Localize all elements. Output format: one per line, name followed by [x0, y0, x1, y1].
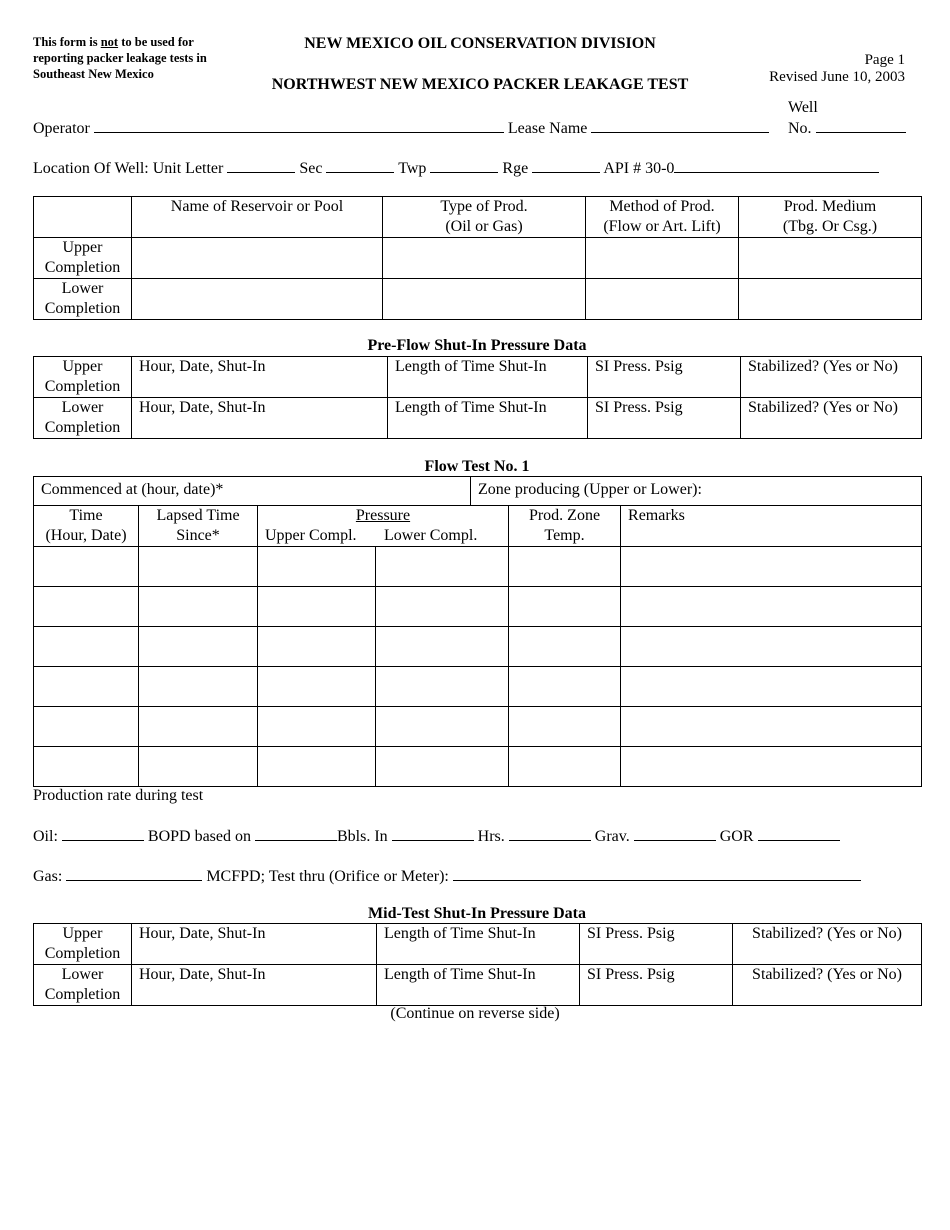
- upper-compl-cell[interactable]: [258, 707, 376, 747]
- mid-test-lower-length-cell[interactable]: Length of Time Shut-In: [377, 965, 580, 1006]
- agency-title: NEW MEXICO OIL CONSERVATION DIVISION: [304, 35, 656, 52]
- mid-test-upper-label: Upper Completion: [34, 924, 132, 965]
- temp-cell[interactable]: [509, 747, 621, 787]
- lapsed-cell[interactable]: [139, 747, 258, 787]
- pre-flow-lower-label: Lower Completion: [34, 398, 132, 439]
- upper-type-cell[interactable]: [383, 238, 586, 279]
- time-cell[interactable]: [34, 627, 139, 667]
- completion-header-blank: [34, 197, 132, 238]
- method-prod-header: Method of Prod. (Flow or Art. Lift): [586, 197, 739, 238]
- time-header: Time (Hour, Date): [34, 506, 139, 547]
- sec-label: Sec: [299, 160, 323, 177]
- gas-line: [33, 866, 861, 886]
- pre-flow-upper-hour-cell[interactable]: Hour, Date, Shut-In: [132, 357, 388, 398]
- api-label: API # 30-0: [603, 160, 675, 177]
- temp-cell[interactable]: [509, 587, 621, 627]
- temp-cell[interactable]: [509, 667, 621, 707]
- lower-method-cell[interactable]: [586, 279, 739, 320]
- upper-reservoir-cell[interactable]: [132, 238, 383, 279]
- time-cell[interactable]: [34, 667, 139, 707]
- lower-reservoir-cell[interactable]: [132, 279, 383, 320]
- temp-cell[interactable]: [509, 707, 621, 747]
- remarks-cell[interactable]: [621, 587, 922, 627]
- flow-row: [34, 747, 922, 787]
- lower-completion-label: Lower Completion: [34, 279, 132, 320]
- upper-compl-cell[interactable]: [258, 587, 376, 627]
- page-info: [769, 52, 905, 86]
- location-line: [33, 158, 879, 178]
- mid-test-title: Mid-Test Shut-In Pressure Data: [368, 905, 586, 922]
- upper-completion-label: Upper Completion: [34, 238, 132, 279]
- operator-line: [33, 118, 769, 138]
- lower-compl-cell[interactable]: [376, 667, 509, 707]
- lease-name-field[interactable]: [591, 118, 769, 133]
- pre-flow-lower-length-cell[interactable]: Length of Time Shut-In: [388, 398, 588, 439]
- time-cell[interactable]: [34, 747, 139, 787]
- grav-field[interactable]: [634, 826, 716, 841]
- upper-compl-cell[interactable]: [258, 747, 376, 787]
- lower-compl-cell[interactable]: [376, 547, 509, 587]
- prod-medium-header: Prod. Medium (Tbg. Or Csg.): [739, 197, 922, 238]
- rge-field[interactable]: [532, 158, 600, 173]
- pre-flow-upper-stabilized-cell[interactable]: Stabilized? (Yes or No): [741, 357, 922, 398]
- lower-compl-cell[interactable]: [376, 707, 509, 747]
- production-rate-label: Production rate during test: [33, 787, 204, 804]
- mid-test-upper-press-cell[interactable]: SI Press. Psig: [580, 924, 733, 965]
- upper-method-cell[interactable]: [586, 238, 739, 279]
- pre-flow-table: [33, 356, 922, 439]
- pressure-header: [258, 506, 509, 547]
- page-number: Page 1: [864, 52, 905, 68]
- pre-flow-title: Pre-Flow Shut-In Pressure Data: [367, 337, 587, 354]
- flow-test-title: Flow Test No. 1: [424, 458, 530, 475]
- mid-test-upper-stabilized-cell[interactable]: Stabilized? (Yes or No): [733, 924, 922, 965]
- oil-field[interactable]: [62, 826, 144, 841]
- continue-note: (Continue on reverse side): [390, 1005, 560, 1022]
- unit-letter-field[interactable]: [227, 158, 295, 173]
- api-field[interactable]: [674, 158, 879, 173]
- upper-compl-cell[interactable]: [258, 667, 376, 707]
- flow-row: [34, 707, 922, 747]
- lapsed-cell[interactable]: [139, 707, 258, 747]
- lower-compl-header: Lower Compl.: [384, 527, 478, 544]
- hrs-label: Hrs.: [477, 828, 505, 845]
- prod-zone-temp-header: Prod. Zone Temp.: [509, 506, 621, 547]
- pre-flow-upper-label: Upper Completion: [34, 357, 132, 398]
- remarks-cell[interactable]: [621, 547, 922, 587]
- form-title: NORTHWEST NEW MEXICO PACKER LEAKAGE TEST: [271, 76, 689, 93]
- flow-test-table: [33, 505, 922, 787]
- temp-cell[interactable]: [509, 547, 621, 587]
- lower-type-cell[interactable]: [383, 279, 586, 320]
- temp-cell[interactable]: [509, 627, 621, 667]
- upper-compl-header: Upper Compl.: [265, 527, 357, 544]
- lapsed-cell[interactable]: [139, 627, 258, 667]
- upper-compl-cell[interactable]: [258, 627, 376, 667]
- lapsed-cell[interactable]: [139, 587, 258, 627]
- well-no-label: No.: [788, 120, 812, 137]
- lapsed-cell[interactable]: [139, 667, 258, 707]
- pre-flow-upper-length-cell[interactable]: Length of Time Shut-In: [388, 357, 588, 398]
- bbls-label: Bbls. In: [337, 828, 388, 845]
- pre-flow-lower-press-cell[interactable]: SI Press. Psig: [588, 398, 741, 439]
- not-emphasis: not: [100, 35, 119, 49]
- grav-label: Grav.: [594, 828, 630, 845]
- mid-test-upper-hour-cell[interactable]: Hour, Date, Shut-In: [132, 924, 377, 965]
- gas-field[interactable]: [66, 866, 202, 881]
- remarks-header: Remarks: [621, 506, 922, 547]
- lease-name-label: Lease Name: [507, 120, 588, 137]
- lower-compl-cell[interactable]: [376, 587, 509, 627]
- flow-row: [34, 587, 922, 627]
- remarks-cell[interactable]: [621, 707, 922, 747]
- twp-label: Twp: [398, 160, 427, 177]
- reservoir-header: Name of Reservoir or Pool: [132, 197, 383, 238]
- zone-producing-cell[interactable]: Zone producing (Upper or Lower):: [471, 477, 922, 506]
- usage-note: This form is not to be used for reporting packer leakage tests in Southeast New Mexico: [33, 35, 207, 81]
- pressure-subheaders: [258, 526, 508, 546]
- well-no-field[interactable]: [816, 118, 906, 133]
- bbls-field[interactable]: [255, 826, 337, 841]
- lower-compl-cell[interactable]: [376, 747, 509, 787]
- gor-field[interactable]: [758, 826, 840, 841]
- mid-test-lower-hour-cell[interactable]: Hour, Date, Shut-In: [132, 965, 377, 1006]
- lower-compl-cell[interactable]: [376, 627, 509, 667]
- mid-test-lower-label: Lower Completion: [34, 965, 132, 1006]
- well-label: Well: [788, 99, 818, 116]
- location-label: Location Of Well: Unit Letter: [33, 160, 224, 177]
- bopd-label: BOPD based on: [147, 828, 251, 845]
- gor-label: GOR: [719, 828, 754, 845]
- flow-test-header-table: [33, 476, 922, 506]
- time-cell[interactable]: [34, 707, 139, 747]
- mid-test-upper-length-cell[interactable]: Length of Time Shut-In: [377, 924, 580, 965]
- oil-label: Oil:: [33, 828, 58, 845]
- commenced-cell[interactable]: Commenced at (hour, date)*: [34, 477, 471, 506]
- upper-compl-cell[interactable]: [258, 547, 376, 587]
- mcfpd-label: MCFPD; Test thru (Orifice or Meter):: [206, 868, 449, 885]
- mid-test-table: [33, 923, 922, 1006]
- type-prod-header: Type of Prod. (Oil or Gas): [383, 197, 586, 238]
- remarks-cell[interactable]: [621, 627, 922, 667]
- rge-label: Rge: [502, 160, 529, 177]
- pre-flow-lower-stabilized-cell[interactable]: Stabilized? (Yes or No): [741, 398, 922, 439]
- mid-test-lower-stabilized-cell[interactable]: Stabilized? (Yes or No): [733, 965, 922, 1006]
- flow-row: [34, 627, 922, 667]
- completion-table: [33, 196, 922, 320]
- pre-flow-upper-press-cell[interactable]: SI Press. Psig: [588, 357, 741, 398]
- time-cell[interactable]: [34, 547, 139, 587]
- time-cell[interactable]: [34, 587, 139, 627]
- gas-label: Gas:: [33, 868, 63, 885]
- sec-field[interactable]: [326, 158, 394, 173]
- oil-line: [33, 826, 840, 846]
- lower-medium-cell[interactable]: [739, 279, 922, 320]
- well-no-line: [788, 118, 906, 138]
- hrs-value-field[interactable]: [509, 826, 591, 841]
- operator-field[interactable]: [94, 118, 504, 133]
- orifice-meter-field[interactable]: [453, 866, 861, 881]
- pressure-label: Pressure: [355, 507, 411, 524]
- lapsed-cell[interactable]: [139, 547, 258, 587]
- lapsed-time-header: Lapsed Time Since*: [139, 506, 258, 547]
- flow-row: [34, 667, 922, 707]
- operator-label: Operator: [33, 120, 90, 137]
- revision-date: Revised June 10, 2003: [769, 69, 905, 85]
- hrs-field[interactable]: [392, 826, 474, 841]
- twp-field[interactable]: [430, 158, 498, 173]
- pre-flow-lower-hour-cell[interactable]: Hour, Date, Shut-In: [132, 398, 388, 439]
- mid-test-lower-press-cell[interactable]: SI Press. Psig: [580, 965, 733, 1006]
- remarks-cell[interactable]: [621, 747, 922, 787]
- upper-medium-cell[interactable]: [739, 238, 922, 279]
- flow-row: [34, 547, 922, 587]
- remarks-cell[interactable]: [621, 667, 922, 707]
